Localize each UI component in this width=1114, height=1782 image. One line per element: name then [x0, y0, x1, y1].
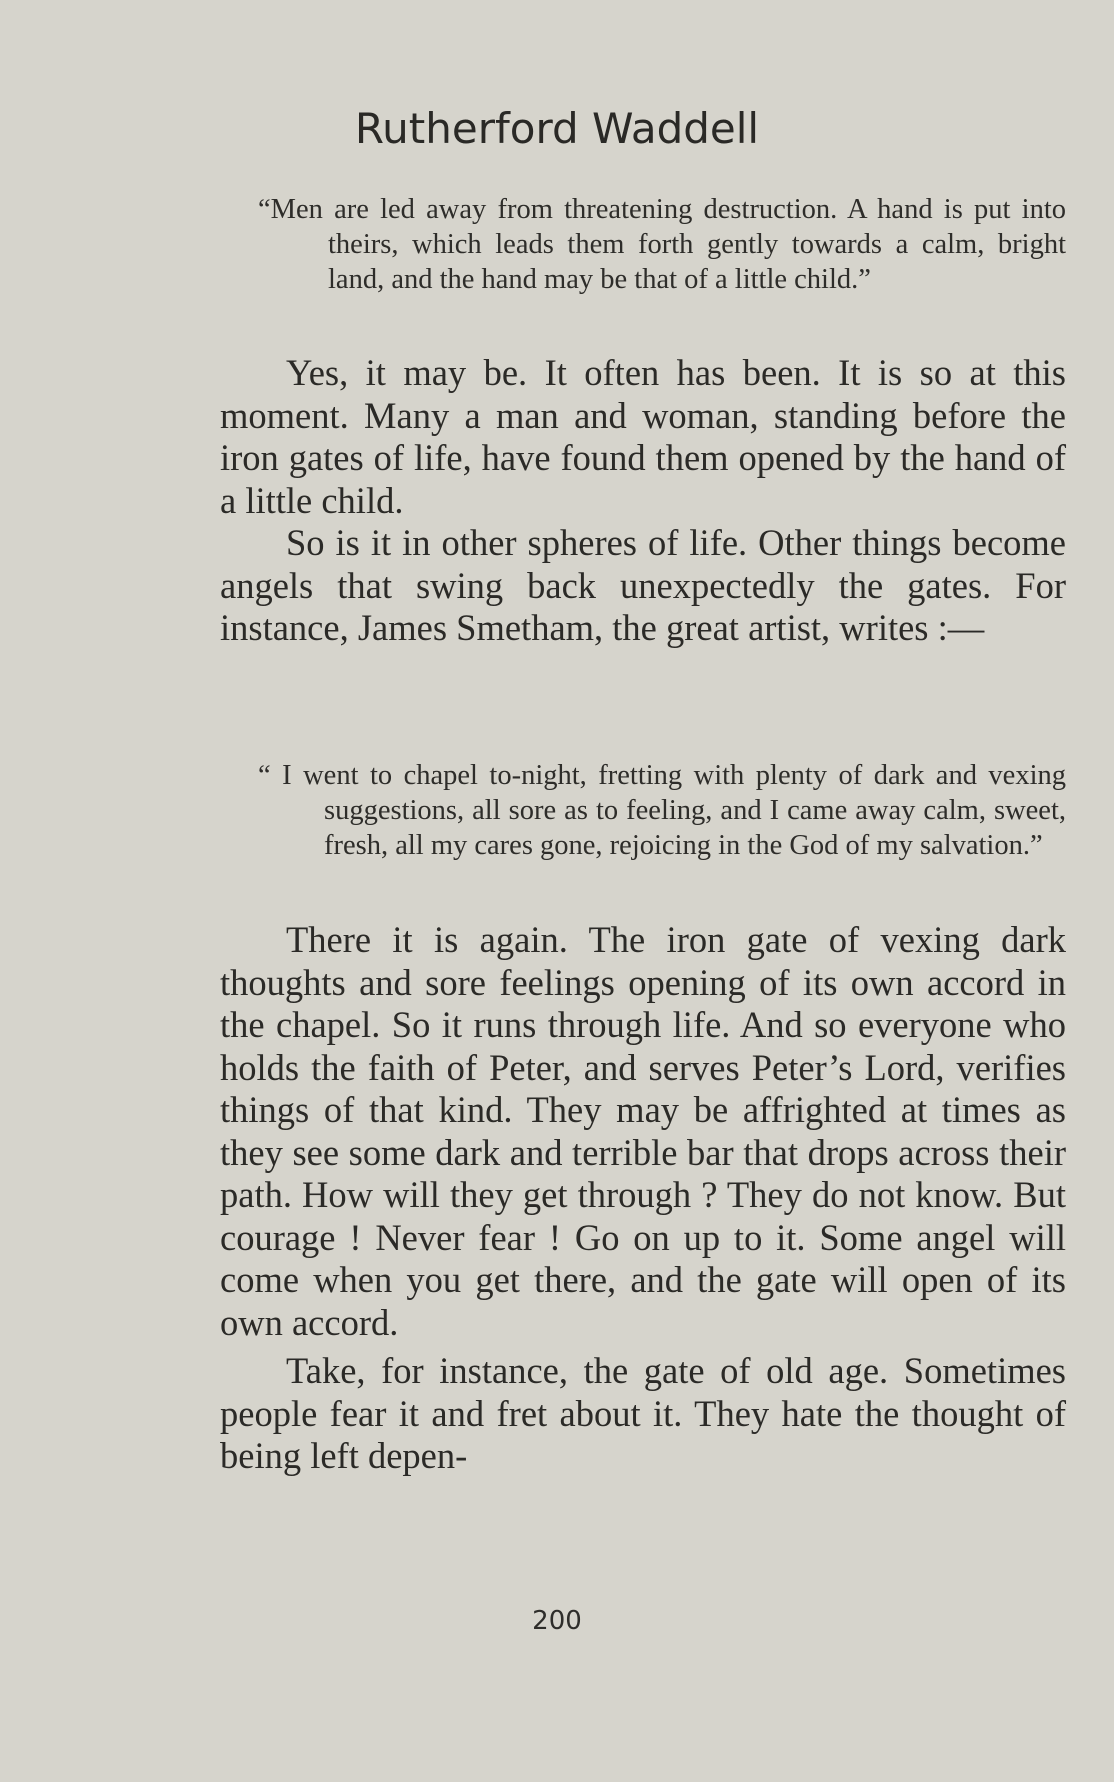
body-paragraph: Yes, it may be. It often has been. It is so at this moment. Many a man and woman, standing before the iron gates of life, have found them opened by the hand of a little child.: [220, 352, 1066, 521]
body-paragraph: Take, for instance, the gate of old age. Sometimes people fear it and fret about it. They hate the thought of being left depen-: [220, 1350, 1066, 1476]
block-quote-1: [258, 192, 1066, 297]
page-number: 200: [532, 1606, 582, 1636]
body-section-b: [220, 919, 1066, 1478]
body-section-a: [220, 352, 1066, 650]
block-quote-2-text: “ I went to chapel to-night, fretting with plenty of dark and vexing suggestions, all sore as to feeling, and I came away calm, sweet, fresh, all my cares gone, rejoicing in the God of my salvation.”: [258, 760, 1066, 861]
body-paragraph: So is it in other spheres of life. Other things become angels that swing back unexpectedly the gates. For instance, James Smetham, the great artist, writes :—: [220, 522, 1066, 648]
running-head-title: Rutherford Waddell: [354, 104, 760, 153]
block-quote-1-text: “Men are led away from threatening destruction. A hand is put into theirs, which leads them forth gently towards a calm, bright land, and the hand may be that of a little child.”: [258, 194, 1066, 295]
block-quote-2: [258, 758, 1066, 863]
body-paragraph: There it is again. The iron gate of vexing dark thoughts and sore feelings opening of its own accord in the chapel. So it runs through life. And so everyone who holds the faith of Peter, and serves Peter’s Lord, verifies things of that kind. They may be affrighted at times as they see some dark and terrible bar that drops across their path. How will they get through ? They do not know. But courage ! Never fear ! Go on up to it. Some angel will come when you get there, and the gate will open of its own accord.: [220, 919, 1066, 1343]
